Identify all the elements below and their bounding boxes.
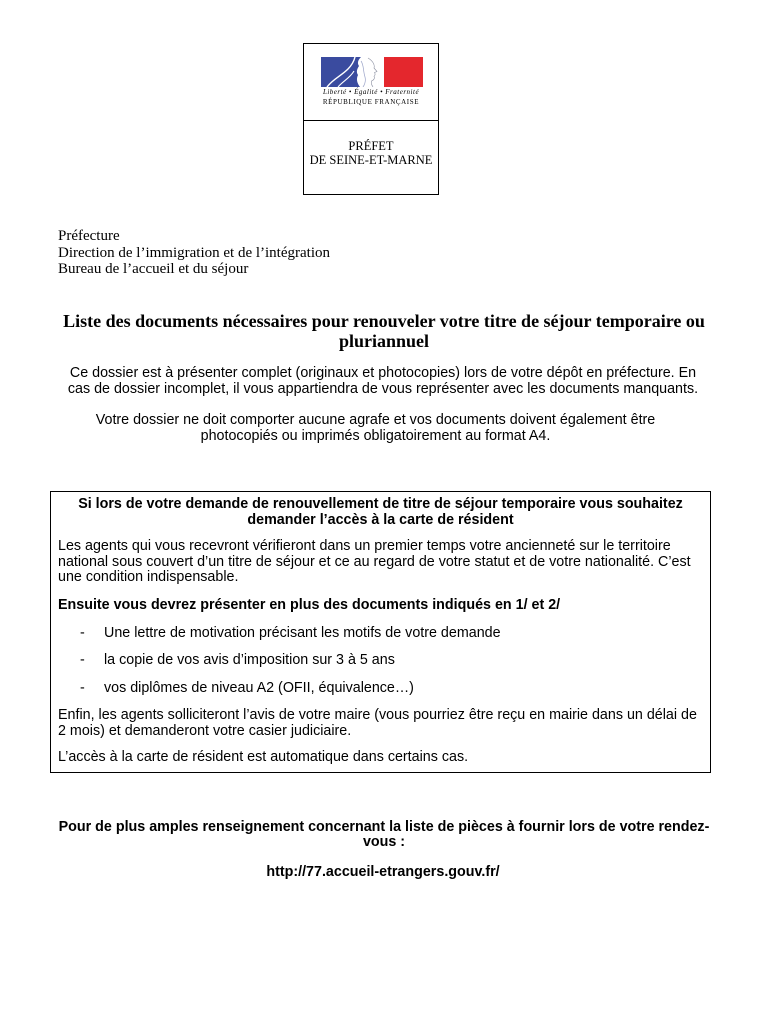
format-requirements-paragraph: [0, 412, 751, 444]
prefecture-logo-block: [303, 43, 439, 195]
list-bullet: -: [80, 625, 85, 641]
list-bullet: -: [80, 652, 85, 668]
further-info-text: [0, 820, 768, 850]
title-line: Liste des documents nécessaires pour renouveler votre titre de séjour temporaire ou: [63, 311, 705, 331]
info-url: http://77.accueil-etrangers.gouv.fr/: [266, 864, 500, 880]
republique-francaise-label: RÉPUBLIQUE FRANÇAISE: [322, 98, 420, 106]
automatic-access-paragraph: [58, 750, 468, 766]
list-item: [58, 652, 698, 668]
title-line: pluriannuel: [338, 331, 430, 351]
paragraph-line: L’accès à la carte de résident est automatique dans certains cas.: [58, 749, 469, 765]
logo-divider: [304, 120, 438, 121]
flag-red-band: [384, 57, 423, 87]
intro-paragraph: [0, 365, 766, 397]
paragraph-line: national sous couvert d’un titre de séjour et ce au regard de votre statut et de votre nationalité. C’est: [58, 553, 691, 570]
paragraph-line: 2 mois) et demanderont votre casier judiciaire.: [58, 722, 352, 739]
notice-heading: [51, 496, 710, 528]
paragraph-line: Les agents qui vous recevront vérifieront dans un premier temps votre ancienneté sur le territoire: [58, 538, 671, 554]
heading-line: Si lors de votre demande de renouvellement de titre de séjour temporaire vous souhaitez: [78, 496, 683, 512]
service-line: Bureau de l’accueil et du séjour: [58, 261, 249, 277]
marianne-logo: [321, 57, 423, 87]
paragraph-line: Enfin, les agents solliciteront l’avis de votre maire (vous pourriez être reçu en mairie dans un délai de: [58, 707, 697, 723]
paragraph-line: une condition indispensable.: [58, 569, 239, 585]
service-address-block: [58, 228, 330, 278]
list-item: [58, 680, 698, 696]
paragraph-line: cas de dossier incomplet, il vous appartiendra de vous représenter avec les documents manquants.: [67, 381, 699, 397]
info-line: vous :: [362, 834, 406, 850]
resident-card-notice-box: [50, 491, 711, 773]
prefect-title: [304, 139, 438, 167]
info-line: Pour de plus amples renseignement concernant la liste de pièces à fournir lors de votre rendez-: [58, 819, 710, 835]
requirements-heading: Ensuite vous devrez présenter en plus des documents indiqués en 1/ et 2/: [58, 597, 561, 613]
list-item-text: vos diplômes de niveau A2 (OFII, équivalence…): [104, 680, 414, 696]
paragraph-line: Votre dossier ne doit comporter aucune agrafe et vos documents doivent également être: [95, 412, 656, 428]
list-item: [58, 625, 698, 641]
list-item-text: Une lettre de motivation précisant les motifs de votre demande: [104, 625, 501, 641]
document-title: [0, 311, 768, 351]
seniority-check-paragraph: [58, 539, 691, 586]
flag-blue-band: [321, 57, 361, 87]
heading-line: demander l’accès à la carte de résident: [247, 512, 514, 528]
republic-motto: Liberté • Égalité • Fraternité: [322, 88, 420, 96]
paragraph-line: photocopiés ou imprimés obligatoirement au format A4.: [200, 428, 551, 444]
service-line: Préfecture: [58, 228, 120, 244]
prefect-line: DE SEINE-ET-MARNE: [309, 153, 433, 167]
paragraph-line: Ce dossier est à présenter complet (originaux et photocopies) lors de votre dépôt en préfecture. En: [69, 365, 697, 381]
service-line: Direction de l’immigration et de l’intégration: [58, 244, 330, 261]
mayor-opinion-paragraph: [58, 708, 697, 739]
list-item-text: la copie de vos avis d’imposition sur 3 à 5 ans: [104, 652, 395, 668]
list-bullet: -: [80, 680, 85, 696]
prefect-line: PRÉFET: [348, 139, 394, 153]
